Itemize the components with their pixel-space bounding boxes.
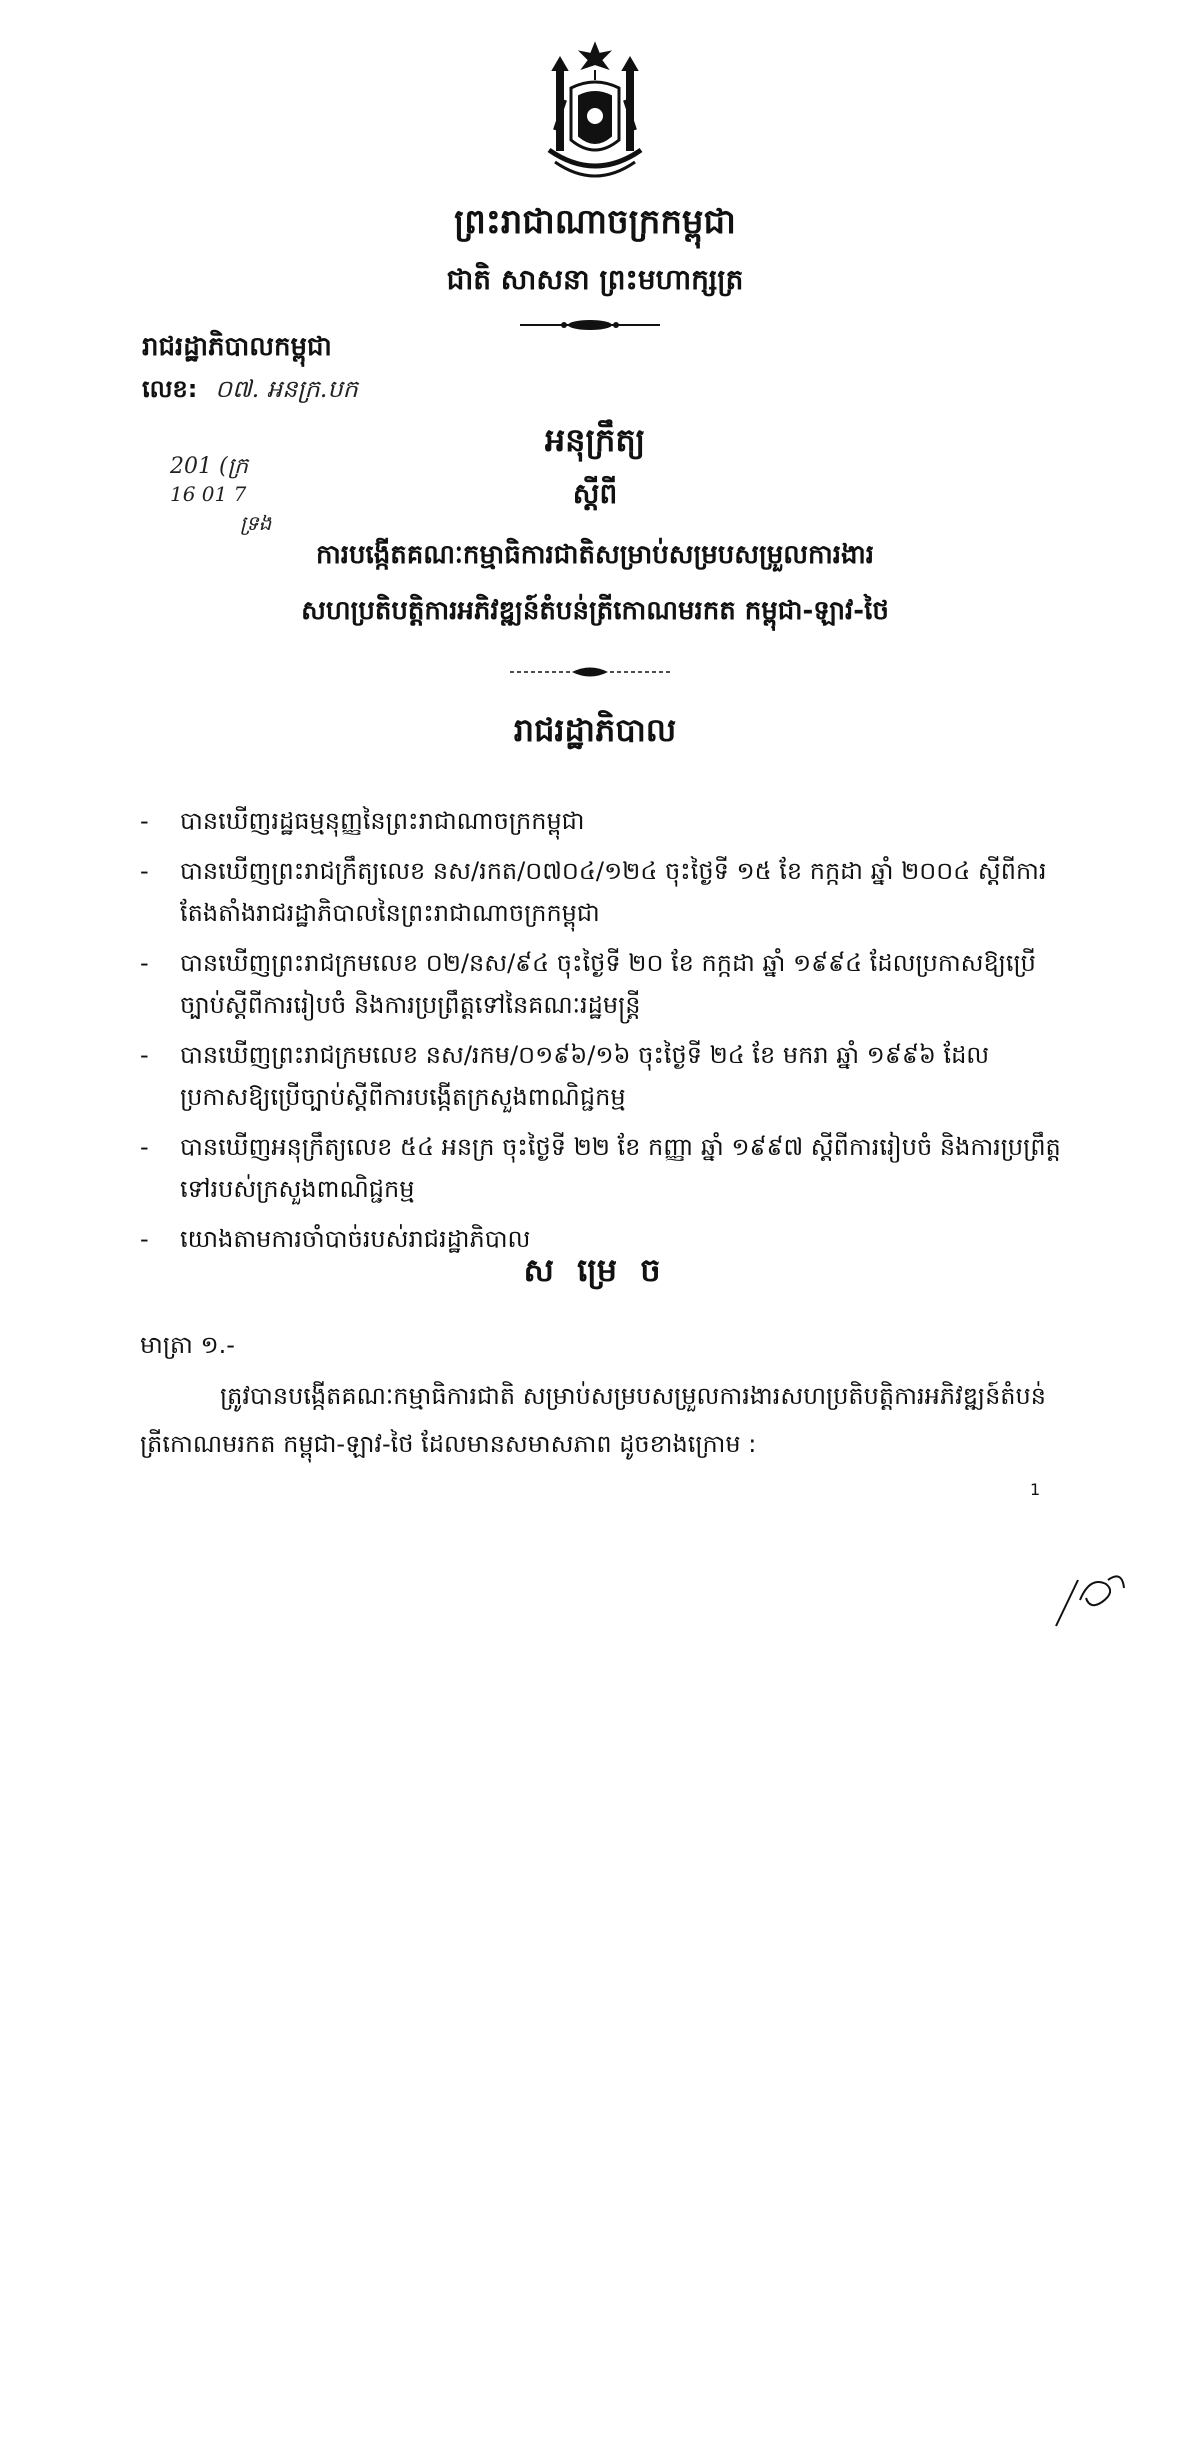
- dash: -: [140, 807, 149, 835]
- signature-initials-mark: [1050, 1540, 1130, 1630]
- dash: -: [140, 949, 149, 977]
- preamble-text: បានឃើញរដ្ឋធម្មនុញ្ញនៃព្រះរាជាណាចក្រកម្ពុជា: [180, 807, 585, 835]
- preamble-item: [140, 1034, 1070, 1118]
- number-value: ០៧. អនក្រ.បក: [214, 375, 358, 403]
- preamble-text: បានឃើញព្រះរាជក្រមលេខ នស/រកម/០១៩៦/១៦ ចុះថ្ងៃទី ២៤ ខែ មករា ឆ្នាំ ១៩៩៦ ដែលប្រកាសឱ្យប្រើច្បាប់ស្តីពីការបង្កើតក្រសួងពាណិជ្ជកម្ម: [180, 1041, 990, 1111]
- ornament-divider: [520, 318, 660, 332]
- kingdom-heading: ព្រះរាជាណាចក្រកម្ពុជា: [454, 202, 736, 242]
- subject-line-2: សហប្រតិបត្តិការអភិវឌ្ឍន៍តំបន់ត្រីកោណមរកត កម្ពុជា-ឡាវ-ថៃ: [301, 596, 889, 626]
- article-text-line-2: ត្រីកោណមរកត កម្ពុជា-ឡាវ-ថៃ ដែលមានសមាសភាព ដូចខាងក្រោម :: [140, 1430, 757, 1458]
- government-heading: រាជរដ្ឋាភិបាល: [513, 711, 677, 749]
- dash: -: [140, 857, 149, 885]
- preamble-text: បានឃើញអនុក្រឹត្យលេខ ៥៤ អនក្រ ចុះថ្ងៃទី ២២ ខែ កញ្ញា ឆ្នាំ ១៩៩៧ ស្តីពីការរៀបចំ និងការប្រព្រឹត្តទៅរបស់ក្រសួងពាណិជ្ជកម្ម: [180, 1133, 1061, 1203]
- issuer-name: រាជរដ្ឋាភិបាលកម្ពុជា: [142, 332, 332, 362]
- preamble-text: យោងតាមការចាំបាច់របស់រាជរដ្ឋាភិបាល: [180, 1225, 531, 1253]
- preamble-item: [140, 850, 1070, 934]
- article-text-line-1: ត្រូវបានបង្កើតគណៈកម្មាធិការជាតិ សម្រាប់សម្របសម្រួលការងារសហប្រតិបត្តិការអភិវឌ្ឍន៍តំបន់: [220, 1382, 1047, 1410]
- preamble-item: [140, 942, 1070, 1026]
- dash: -: [140, 1041, 149, 1069]
- document-type: អនុក្រឹត្យ: [544, 421, 646, 459]
- preamble-text: បានឃើញព្រះរាជក្រមលេខ ០២/នស/៩៤ ចុះថ្ងៃទី ២០ ខែ កក្កដា ឆ្នាំ ១៩៩៤ ដែលប្រកាសឱ្យប្រើច្បាប់ស្តីពីការរៀបចំ និងការប្រព្រឹត្តទៅនៃគណៈរដ្ឋមន្ត្រី: [180, 949, 1036, 1019]
- royal-coat-of-arms-emblem: [535, 40, 655, 190]
- handwritten-note-initial: ទ្រង: [240, 511, 272, 535]
- preamble-list: [140, 800, 1070, 1268]
- national-motto: ជាតិ សាសនា ព្រះមហាក្សត្រ: [446, 263, 744, 296]
- ornament-divider-small: [510, 665, 670, 679]
- page-number: 1: [1030, 1480, 1041, 1499]
- number-label: លេខ:: [142, 375, 198, 403]
- dash: -: [140, 1225, 149, 1253]
- decision-heading: ស ម្រេ ច: [523, 1251, 667, 1289]
- dash: -: [140, 1133, 149, 1161]
- article-label: មាត្រា ១.-: [140, 1331, 235, 1359]
- preamble-item: [140, 1126, 1070, 1210]
- handwritten-note-date: 201 (ក្រ: [170, 454, 249, 479]
- preamble-item: [140, 800, 1070, 842]
- document-number: [142, 374, 358, 409]
- about-label: ស្តីពី: [572, 477, 618, 510]
- subject-line-1: ការបង្កើតគណៈកម្មាធិការជាតិសម្រាប់សម្របសម្រួលការងារ: [315, 540, 875, 570]
- preamble-text: បានឃើញព្រះរាជក្រឹត្យលេខ នស/រកត/០៧០៤/១២៤ ចុះថ្ងៃទី ១៥ ខែ កក្កដា ឆ្នាំ ២០០៤ ស្តីពីការតែងតាំងរាជរដ្ឋាភិបាលនៃព្រះរាជាណាចក្រកម្ពុជា: [180, 857, 1047, 927]
- handwritten-note-ref: 16 01 7: [170, 482, 247, 506]
